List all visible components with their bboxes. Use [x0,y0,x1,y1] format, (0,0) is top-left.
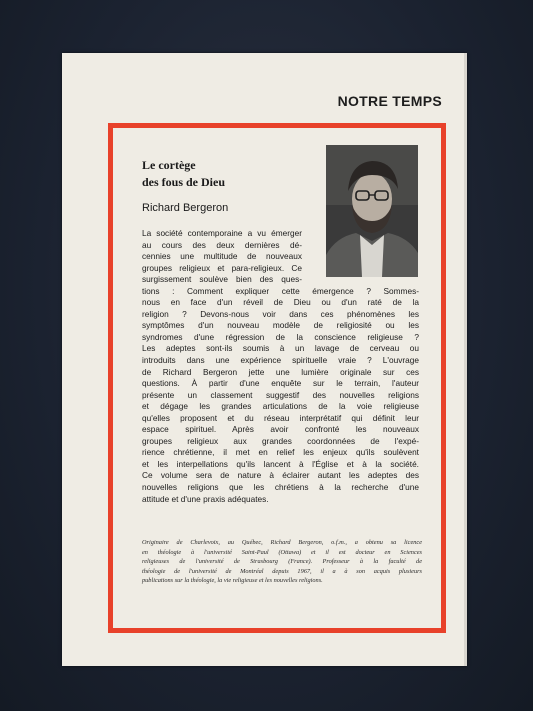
synopsis-line: nouvelles religions que les chrétiens à la recherche d'une [142,482,419,493]
synopsis-line: attitude et d'une praxis adéquates. [142,493,269,504]
bio-line: publications sur la théologie, la vie religieuse et les nouvelles religions. [142,577,323,585]
synopsis-line: Ce volume sera de nature à éclairer autant les adeptes des [142,470,419,481]
title-line: Le cortège [142,158,196,172]
synopsis-line: groupes religieux et para-religieux. Ce [142,262,302,273]
bio-line: religieuses de l'université de Strasbourg (France). Professeur à la faculté de [142,558,422,566]
synopsis-line: symptômes d'un nouveau modèle de religiosité ou les [142,320,419,331]
synopsis-line: religion ? Devons-nous voir dans ces phénomènes les [142,308,419,319]
bio-line: Originaire de Charlevoix, au Québec, Richard Bergeron, o.f.m., a obtenu sa licence [142,539,422,546]
synopsis-line: surgissement soulève bien des ques- [142,274,302,285]
synopsis-line: espace spirituel. Après avoir confronté les nouveaux [142,424,419,435]
red-frame [108,123,446,633]
series-title: NOTRE TEMPS [337,93,442,109]
author-bio [142,538,422,586]
synopsis-line: La société contemporaine a vu émerger [142,228,302,238]
synopsis-line: et dégage les grandes articulations de la voie religieuse [142,401,419,412]
synopsis-line: introduits dans une expérience spirituelle vraie ? L'ouvrage [142,355,419,366]
bio-line: théologie de l'université de Montréal depuis 1967, il a à son acquis plusieurs [142,567,422,575]
synopsis [142,228,419,505]
book-title [142,157,225,191]
synopsis-line: de Richard Bergeron jette une lumière originale sur ces [142,366,419,377]
synopsis-line: cennies une multitude de nouveaux [142,251,302,262]
synopsis-line: au cours des deux dernières dé- [142,239,302,250]
synopsis-line: syndromes d'une régression de la conscience religieuse ? [142,331,419,342]
synopsis-line: nous en face d'un réveil de Dieu ou d'un raté de la [142,297,419,308]
synopsis-line: qu'elles proposent et du réseau interprétatif qui définit leur [142,412,419,423]
bio-line: en théologie à l'université Saint-Paul (Ottawa) et il est docteur en Sciences [142,548,422,556]
author-name: Richard Bergeron [142,202,229,214]
title-line: des fous de Dieu [142,175,226,189]
synopsis-line: Les adeptes sont-ils soumis à un lavage de cerveau ou [142,343,419,354]
synopsis-line: tions : Comment expliquer cette émergence ? Sommes- [142,285,419,296]
synopsis-line: questions. À partir d'une enquête sur le terrain, l'auteur [142,378,419,389]
synopsis-line: présente un classement suggestif des nouvelles religions [142,389,419,400]
synopsis-line: groupes religieux aux grandes coordonnées de l'expé- [142,435,419,446]
synopsis-line: et les interpellations qu'ils lancent à l'Église et à la société. [142,458,419,469]
book-back-cover [62,53,467,666]
synopsis-line: rience chrétienne, il met en relief les enjeux qu'ils soulèvent [142,447,419,458]
